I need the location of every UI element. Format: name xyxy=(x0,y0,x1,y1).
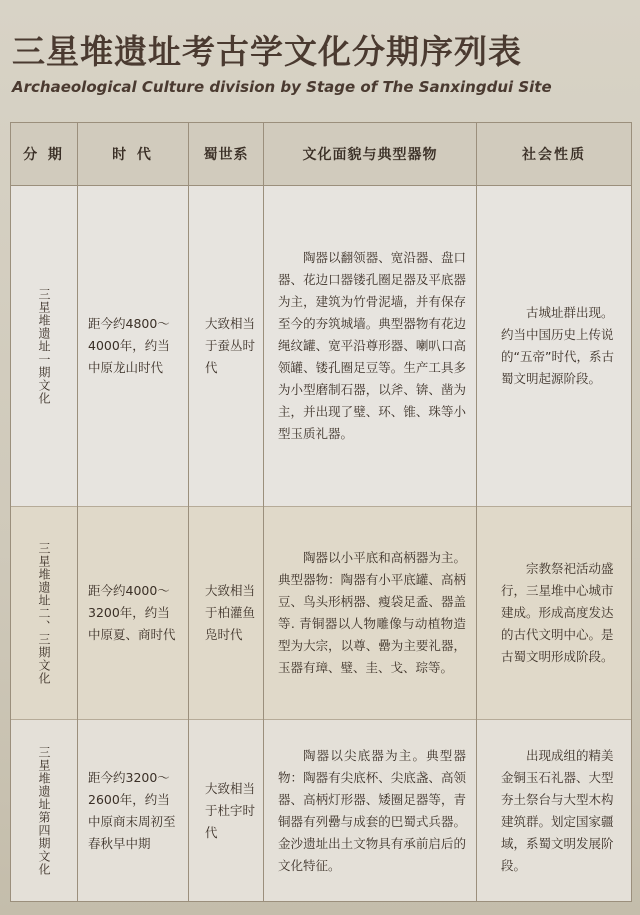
period-cell xyxy=(11,507,77,719)
column-divider xyxy=(188,123,189,901)
culture-cell: 陶器以翻领器、宽沿器、盘口器、花边口器镂孔圈足器及平底器为主，建筑为竹骨泥墙，并有保存至今的夯筑城墙。典型器物有花边绳纹罐、宽平沿尊形器、喇叭口高领罐、镂孔圈足豆等。生产工具多为小型磨制石器，以斧、锛、凿为主，并出现了璧、环、锥、珠等小型玉质礼器。 xyxy=(278,250,466,441)
time-cell: 距今约3200～2600年，约当中原商末周初至春秋早中期 xyxy=(88,769,176,851)
board-title: 三星堆遗址考古学文化分期序列表 xyxy=(12,32,522,71)
board-subtitle: Archaeological Culture division by Stage of The Sanxingdui Site xyxy=(12,78,552,96)
society-cell-wrap xyxy=(477,507,631,719)
column-divider xyxy=(263,123,264,901)
period-label: 三星堆遗址一期文化 xyxy=(37,287,51,405)
shu-cell: 大致相当于柏灌鱼凫时代 xyxy=(205,583,256,642)
culture-cell: 陶器以尖底器为主。典型器物：陶器有尖底杯、尖底盏、高领器、高柄灯形器、矮圈足器等，青铜器有列罍与成套的巴蜀式兵器。金沙遗址出土文物具有承前启后的文化特征。 xyxy=(278,747,466,873)
header-time: 时 代 xyxy=(112,147,154,163)
society-cell-wrap xyxy=(477,186,631,506)
header-period: 分 期 xyxy=(23,147,65,163)
culture-cell-wrap xyxy=(264,507,476,719)
period-cell xyxy=(11,720,77,901)
culture-cell-wrap xyxy=(264,720,476,901)
header-shu: 蜀世系 xyxy=(203,147,249,163)
period-cell xyxy=(11,186,77,506)
period-label: 三星堆遗址二、三期文化 xyxy=(37,541,51,685)
period-label: 三星堆遗址第四期文化 xyxy=(37,745,51,876)
column-divider xyxy=(476,123,477,901)
time-cell: 距今约4800～4000年，约当中原龙山时代 xyxy=(88,316,170,375)
society-cell: 宗教祭祀活动盛行，三星堆中心城市建成。形成高度发达的古代文明中心。是古蜀文明形成阶段。 xyxy=(501,561,614,664)
culture-cell-wrap xyxy=(264,186,476,506)
culture-cell: 陶器以小平底和高柄器为主。典型器物：陶器有小平底罐、高柄豆、鸟头形柄器、瘦袋足盉、器盖等. 青铜器以人物雕像与动植物造型为大宗，以尊、罍为主要礼器，玉器有璋、璧、圭、戈、琮等。 xyxy=(278,550,466,675)
shu-cell: 大致相当于蚕丛时代 xyxy=(205,316,256,375)
period-table xyxy=(10,122,632,902)
society-cell: 出现成组的精美金铜玉石礼器、大型夯土祭台与大型木构建筑群。划定国家疆域，系蜀文明发展阶段。 xyxy=(501,747,614,873)
society-cell-wrap xyxy=(477,720,631,901)
society-cell: 古城址群出现。约当中国历史上传说的“五帝”时代，系古蜀文明起源阶段。 xyxy=(501,305,614,386)
table-header xyxy=(11,123,631,186)
table-row xyxy=(11,186,631,507)
header-culture: 文化面貌与典型器物 xyxy=(302,147,438,163)
time-cell: 距今约4000～3200年，约当中原夏、商时代 xyxy=(88,583,176,642)
column-divider xyxy=(77,123,78,901)
table-row xyxy=(11,720,631,901)
header-society: 社会性质 xyxy=(522,147,586,163)
shu-cell: 大致相当于杜宇时代 xyxy=(205,780,256,840)
table-row xyxy=(11,507,631,720)
